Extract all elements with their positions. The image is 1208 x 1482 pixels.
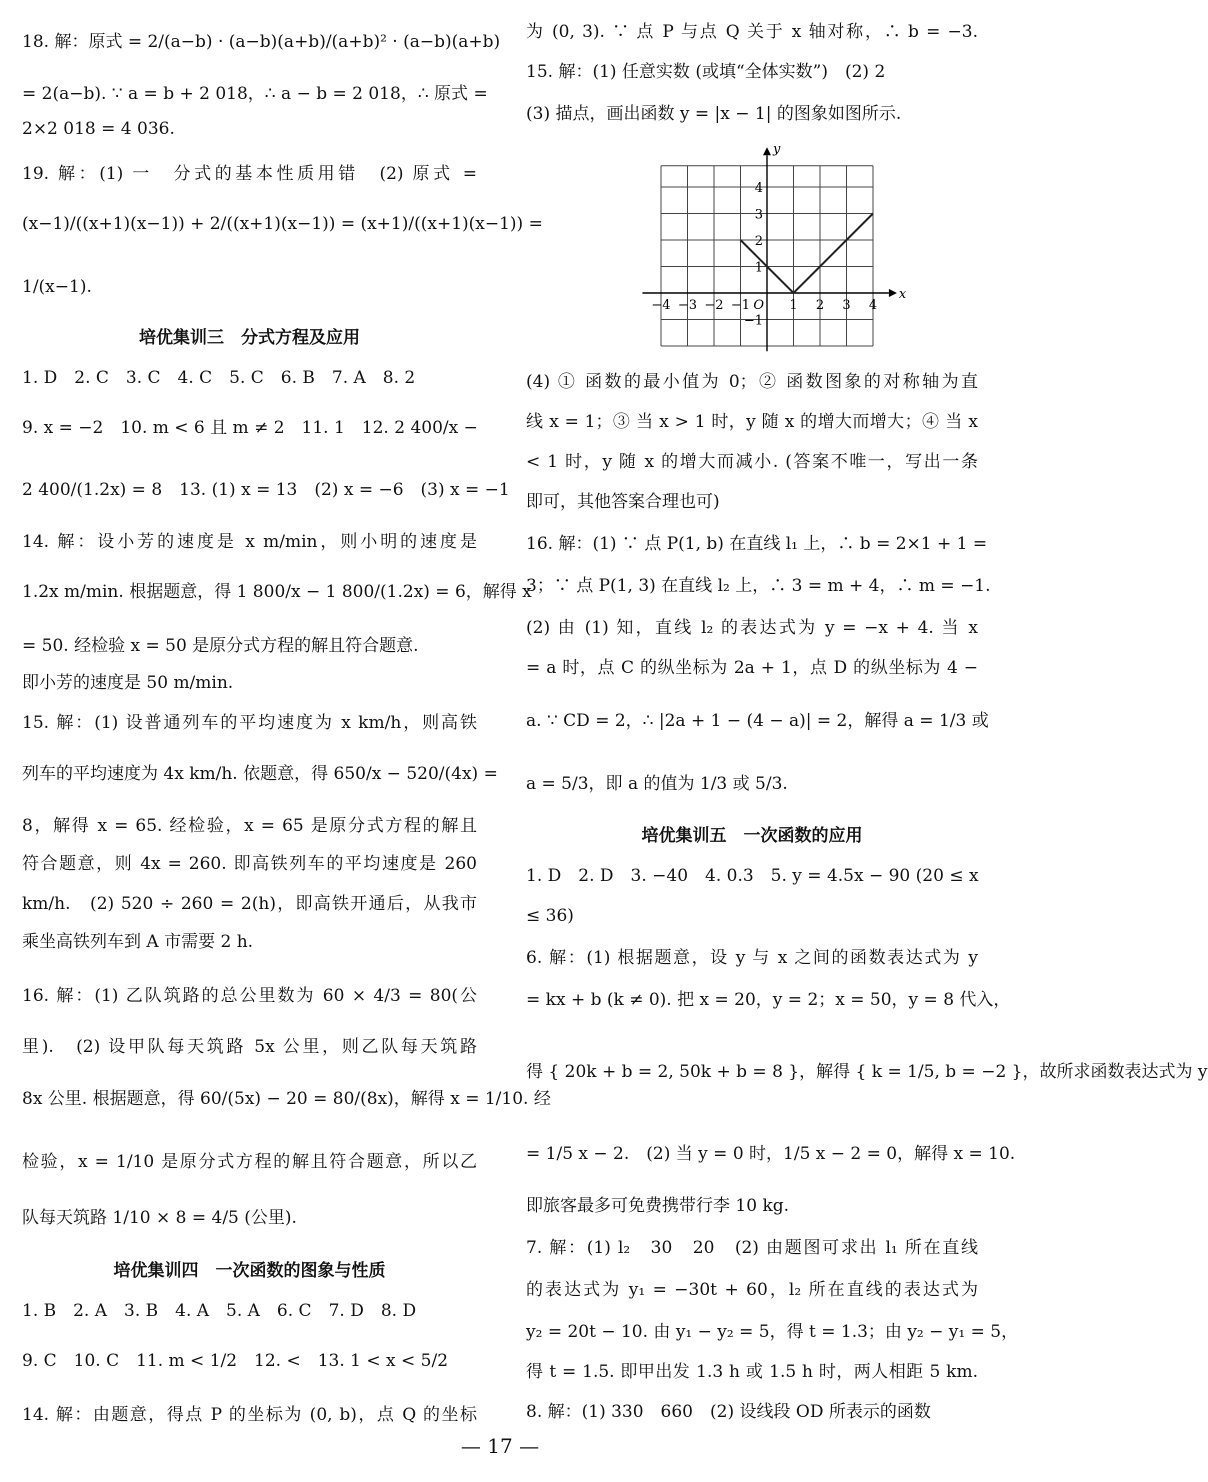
text-line: 检验，x = 1/10 是原分式方程的解且符合题意，所以乙	[22, 1152, 477, 1172]
text-line: 8x 公里. 根据题意，得 60/(5x) − 20 = 80/(8x)，解得 x = 1/10. 经	[22, 1089, 551, 1109]
x-tick-label: −2	[704, 298, 724, 313]
text-line: 即可，其他答案合理也可)	[526, 492, 720, 512]
text-line: 1. D 2. D 3. −40 4. 0.3 5. y = 4.5x − 90 (20 ≤ x	[526, 866, 979, 886]
text-line: = kx + b (k ≠ 0). 把 x = 20，y = 2；x = 50，y = 8 代入，	[526, 990, 1011, 1010]
text-line: y₂ = 20t − 10. 由 y₁ − y₂ = 5，得 t = 1.3；由 y₂ − y₁ = 5，	[526, 1322, 1019, 1342]
text-line: 2 400/(1.2x) = 8 13. (1) x = 13 (2) x = −6 (3) x = −1	[22, 480, 510, 500]
text-line: km/h. (2) 520 ÷ 260 = 2(h)，即高铁开通后，从我市	[22, 894, 477, 914]
text-line: = a 时，点 C 的纵坐标为 2a + 1，点 D 的纵坐标为 4 −	[526, 658, 978, 678]
y-tick-label: 2	[754, 234, 763, 249]
x-tick-label: 1	[789, 298, 798, 313]
section-heading: 培优集训三 分式方程及应用	[139, 328, 360, 348]
x-tick-label: 3	[842, 298, 851, 313]
x-tick-label: 4	[868, 298, 878, 313]
text-line: (4) ① 函数的最小值为 0；② 函数图象的对称轴为直	[526, 372, 978, 392]
text-line: 2×2 018 = 4 036.	[22, 119, 175, 139]
x-axis-label: x	[898, 287, 907, 302]
text-line: 1/(x−1).	[22, 277, 92, 297]
text-line: 列车的平均速度为 4x km/h. 依题意，得 650/x − 520/(4x) =	[22, 764, 498, 784]
text-line: 7. 解：(1) l₂ 30 20 (2) 由题图可求出 l₁ 所在直线	[526, 1238, 978, 1258]
graph-series	[741, 214, 874, 294]
text-line: 14. 解：设小芳的速度是 x m/min，则小明的速度是	[22, 532, 477, 552]
text-line: = 50. 经检验 x = 50 是原分式方程的解且符合题意.	[22, 636, 419, 656]
text-line: (2) 由 (1) 知，直线 l₂ 的表达式为 y = −x + 4. 当 x	[526, 618, 978, 638]
graph-axes	[642, 147, 896, 351]
x-tick-label: −4	[651, 298, 671, 313]
text-line: 线 x = 1；③ 当 x > 1 时，y 随 x 的增大而增大；④ 当 x	[526, 412, 978, 432]
text-line: a. ∵ CD = 2，∴ |2a + 1 − (4 − a)| = 2，解得 a = 1/3 或	[526, 711, 989, 731]
y-tick-label: −1	[743, 313, 763, 329]
page-number: — 17 —	[460, 1434, 540, 1458]
text-line: 8，解得 x = 65. 经检验，x = 65 是原分式方程的解且	[22, 816, 477, 836]
text-line: 16. 解：(1) ∵ 点 P(1, b) 在直线 l₁ 上，∴ b = 2×1 + 1 =	[526, 534, 988, 554]
graph-labels	[651, 142, 906, 328]
y-tick-label: 3	[754, 207, 763, 223]
text-line: 即旅客最多可免费携带行李 10 kg.	[526, 1196, 790, 1216]
y-axis-arrow	[763, 147, 771, 155]
x-tick-label: −3	[677, 298, 698, 313]
text-line: 9. x = −2 10. m < 6 且 m ≠ 2 11. 1 12. 2 400/x −	[22, 418, 478, 438]
text-line: 8. 解：(1) 330 660 (2) 设线段 OD 所表示的函数	[526, 1402, 931, 1422]
text-line: 为 (0, 3). ∵ 点 P 与点 Q 关于 x 轴对称，∴ b = −3.	[526, 22, 978, 42]
text-line: 15. 解：(1) 任意实数 (或填“全体实数”) (2) 2	[526, 62, 886, 82]
text-line: (3) 描点，画出函数 y = |x − 1| 的图象如图所示.	[526, 104, 902, 124]
origin-label: O	[753, 298, 764, 313]
text-line: 6. 解：(1) 根据题意，设 y 与 x 之间的函数表达式为 y	[526, 948, 978, 968]
text-line: (x−1)/((x+1)(x−1)) + 2/((x+1)(x−1)) = (x+1)/((x+1)(x−1)) =	[22, 214, 543, 234]
text-line: 乘坐高铁列车到 A 市需要 2 h.	[22, 932, 254, 952]
text-line: 的表达式为 y₁ = −30t + 60，l₂ 所在直线的表达式为	[526, 1280, 978, 1300]
y-tick-label: 4	[754, 181, 763, 196]
text-line: 14. 解：由题意，得点 P 的坐标为 (0, b)，点 Q 的坐标	[22, 1405, 477, 1425]
text-line: 15. 解：(1) 设普通列车的平均速度为 x km/h，则高铁	[22, 713, 477, 733]
text-line: 1. B 2. A 3. B 4. A 5. A 6. C 7. D 8. D	[22, 1301, 417, 1321]
text-line: 符合题意，则 4x = 260. 即高铁列车的平均速度是 260	[22, 854, 477, 874]
section-heading: 培优集训四 一次函数的图象与性质	[113, 1261, 386, 1281]
text-line: 18. 解：原式 = 2/(a−b) · (a−b)(a+b)/(a+b)² · (a−b)(a+b)	[22, 32, 501, 52]
function-graph	[619, 141, 907, 349]
section-heading: 培优集训五 一次函数的应用	[641, 826, 863, 846]
series-line	[741, 214, 874, 294]
text-line: 得 t = 1.5. 即甲出发 1.3 h 或 1.5 h 时，两人相距 5 km.	[526, 1362, 978, 1382]
text-line: 3；∵ 点 P(1, 3) 在直线 l₂ 上，∴ 3 = m + 4，∴ m = −1.	[526, 576, 991, 596]
y-axis-label: y	[773, 142, 781, 158]
text-line: = 1/5 x − 2. (2) 当 y = 0 时，1/5 x − 2 = 0，解得 x = 10.	[526, 1144, 1016, 1164]
text-line: 16. 解：(1) 乙队筑路的总公里数为 60 × 4/3 = 80(公	[22, 986, 477, 1006]
text-line: a = 5/3，即 a 的值为 1/3 或 5/3.	[526, 774, 788, 794]
x-axis-arrow	[889, 289, 897, 297]
text-line: 里). (2) 设甲队每天筑路 5x 公里，则乙队每天筑路	[22, 1037, 477, 1057]
text-line: 9. C 10. C 11. m < 1/2 12. < 13. 1 < x < 5/2	[22, 1351, 449, 1371]
text-line: < 1 时，y 随 x 的增大而减小. (答案不唯一，写出一条	[526, 452, 978, 472]
text-line: ≤ 36)	[526, 906, 574, 926]
text-line: 1.2x m/min. 根据题意，得 1 800/x − 1 800/(1.2x) = 6，解得 x	[22, 582, 532, 602]
text-line: 1. D 2. C 3. C 4. C 5. C 6. B 7. A 8. 2	[22, 368, 416, 388]
text-line: 即小芳的速度是 50 m/min.	[22, 673, 234, 693]
x-tick-label: −1	[730, 298, 751, 313]
x-tick-label: 2	[815, 298, 825, 313]
text-line: 19. 解：(1) 一 分式的基本性质用错 (2) 原式 =	[22, 164, 477, 184]
text-line: = 2(a−b). ∵ a = b + 2 018，∴ a − b = 2 018，∴ 原式 =	[22, 84, 488, 104]
text-line: 队每天筑路 1/10 × 8 = 4/5 (公里).	[22, 1208, 297, 1228]
y-tick-label: 1	[754, 260, 763, 276]
text-line: 得 { 20k + b = 2, 50k + b = 8 }，解得 { k = 1/5, b = −2 }，故所求函数表达式为 y	[526, 1062, 1208, 1082]
